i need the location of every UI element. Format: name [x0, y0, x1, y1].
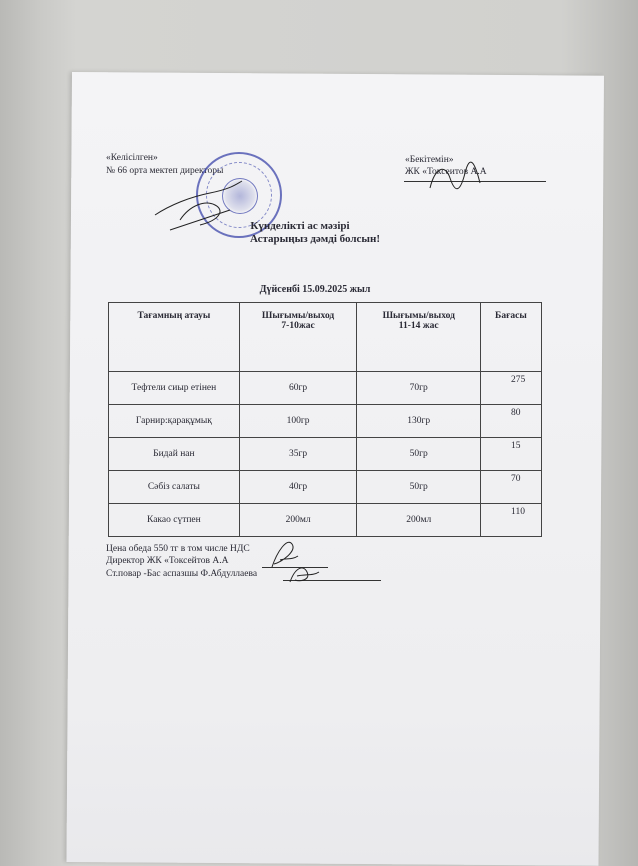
- confirm-label: «Бекітемін»: [405, 155, 454, 165]
- price: 15: [481, 438, 542, 471]
- table-row: [109, 372, 542, 405]
- portion-11-14: 200мл: [357, 504, 481, 537]
- portion-7-10: 35гр: [239, 438, 357, 471]
- dish-name: Какао сүтпен: [109, 504, 240, 537]
- portion-7-10: 60гр: [239, 372, 357, 405]
- price: 275: [481, 372, 542, 405]
- portion-11-14: 130гр: [357, 405, 481, 438]
- approved-by-line: № 66 орта мектеп директоры: [106, 166, 224, 176]
- dish-name: Бидай нан: [109, 438, 240, 471]
- chef-line: Ст.повар -Бас аспазшы Ф.Абдуллаева: [106, 569, 258, 579]
- confirm-by-line: ЖК «Токсеитов А.А: [405, 167, 487, 177]
- dish-name: Тефтели сиыр етінен: [109, 372, 240, 405]
- table-header-row: [109, 303, 542, 372]
- header-portion-7-10: Шығымы/выход 7-10жас: [239, 303, 357, 372]
- price: 80: [481, 405, 542, 438]
- portion-11-14: 50гр: [357, 438, 481, 471]
- chef-signature: [285, 560, 325, 586]
- portion-11-14: 50гр: [357, 471, 481, 504]
- lunch-price-line: Цена обеда 550 тг в том числе НДС: [106, 544, 250, 554]
- approved-label: «Келісілген»: [106, 153, 158, 163]
- price: 70: [481, 471, 542, 504]
- dish-name: Гарнир:қарақұмық: [109, 405, 240, 438]
- header-dish-name: Тағамның атауы: [109, 303, 240, 372]
- portion-7-10: 40гр: [239, 471, 357, 504]
- date-line: Дүйсенбі 15.09.2025 жыл: [259, 284, 371, 295]
- table-row: [109, 471, 542, 504]
- header-portion-11-14: Шығымы/выход 11-14 жас: [357, 303, 481, 372]
- table-row: [109, 405, 542, 438]
- portion-11-14: 70гр: [357, 372, 481, 405]
- table-row: [109, 504, 542, 537]
- table-row: [109, 438, 542, 471]
- director-line: Директор ЖК «Токсейтов А.А: [106, 556, 229, 566]
- confirm-signature: [425, 158, 485, 198]
- menu-table: [108, 302, 542, 537]
- dish-name: Сәбіз салаты: [109, 471, 240, 504]
- price: 110: [481, 504, 542, 537]
- portion-7-10: 100гр: [239, 405, 357, 438]
- menu-subtitle: Астарыңыз дәмді болсын!: [249, 233, 381, 245]
- portion-7-10: 200мл: [239, 504, 357, 537]
- header-price: Бағасы: [481, 303, 542, 372]
- menu-title: Күнделікті ас мәзірі: [250, 220, 350, 232]
